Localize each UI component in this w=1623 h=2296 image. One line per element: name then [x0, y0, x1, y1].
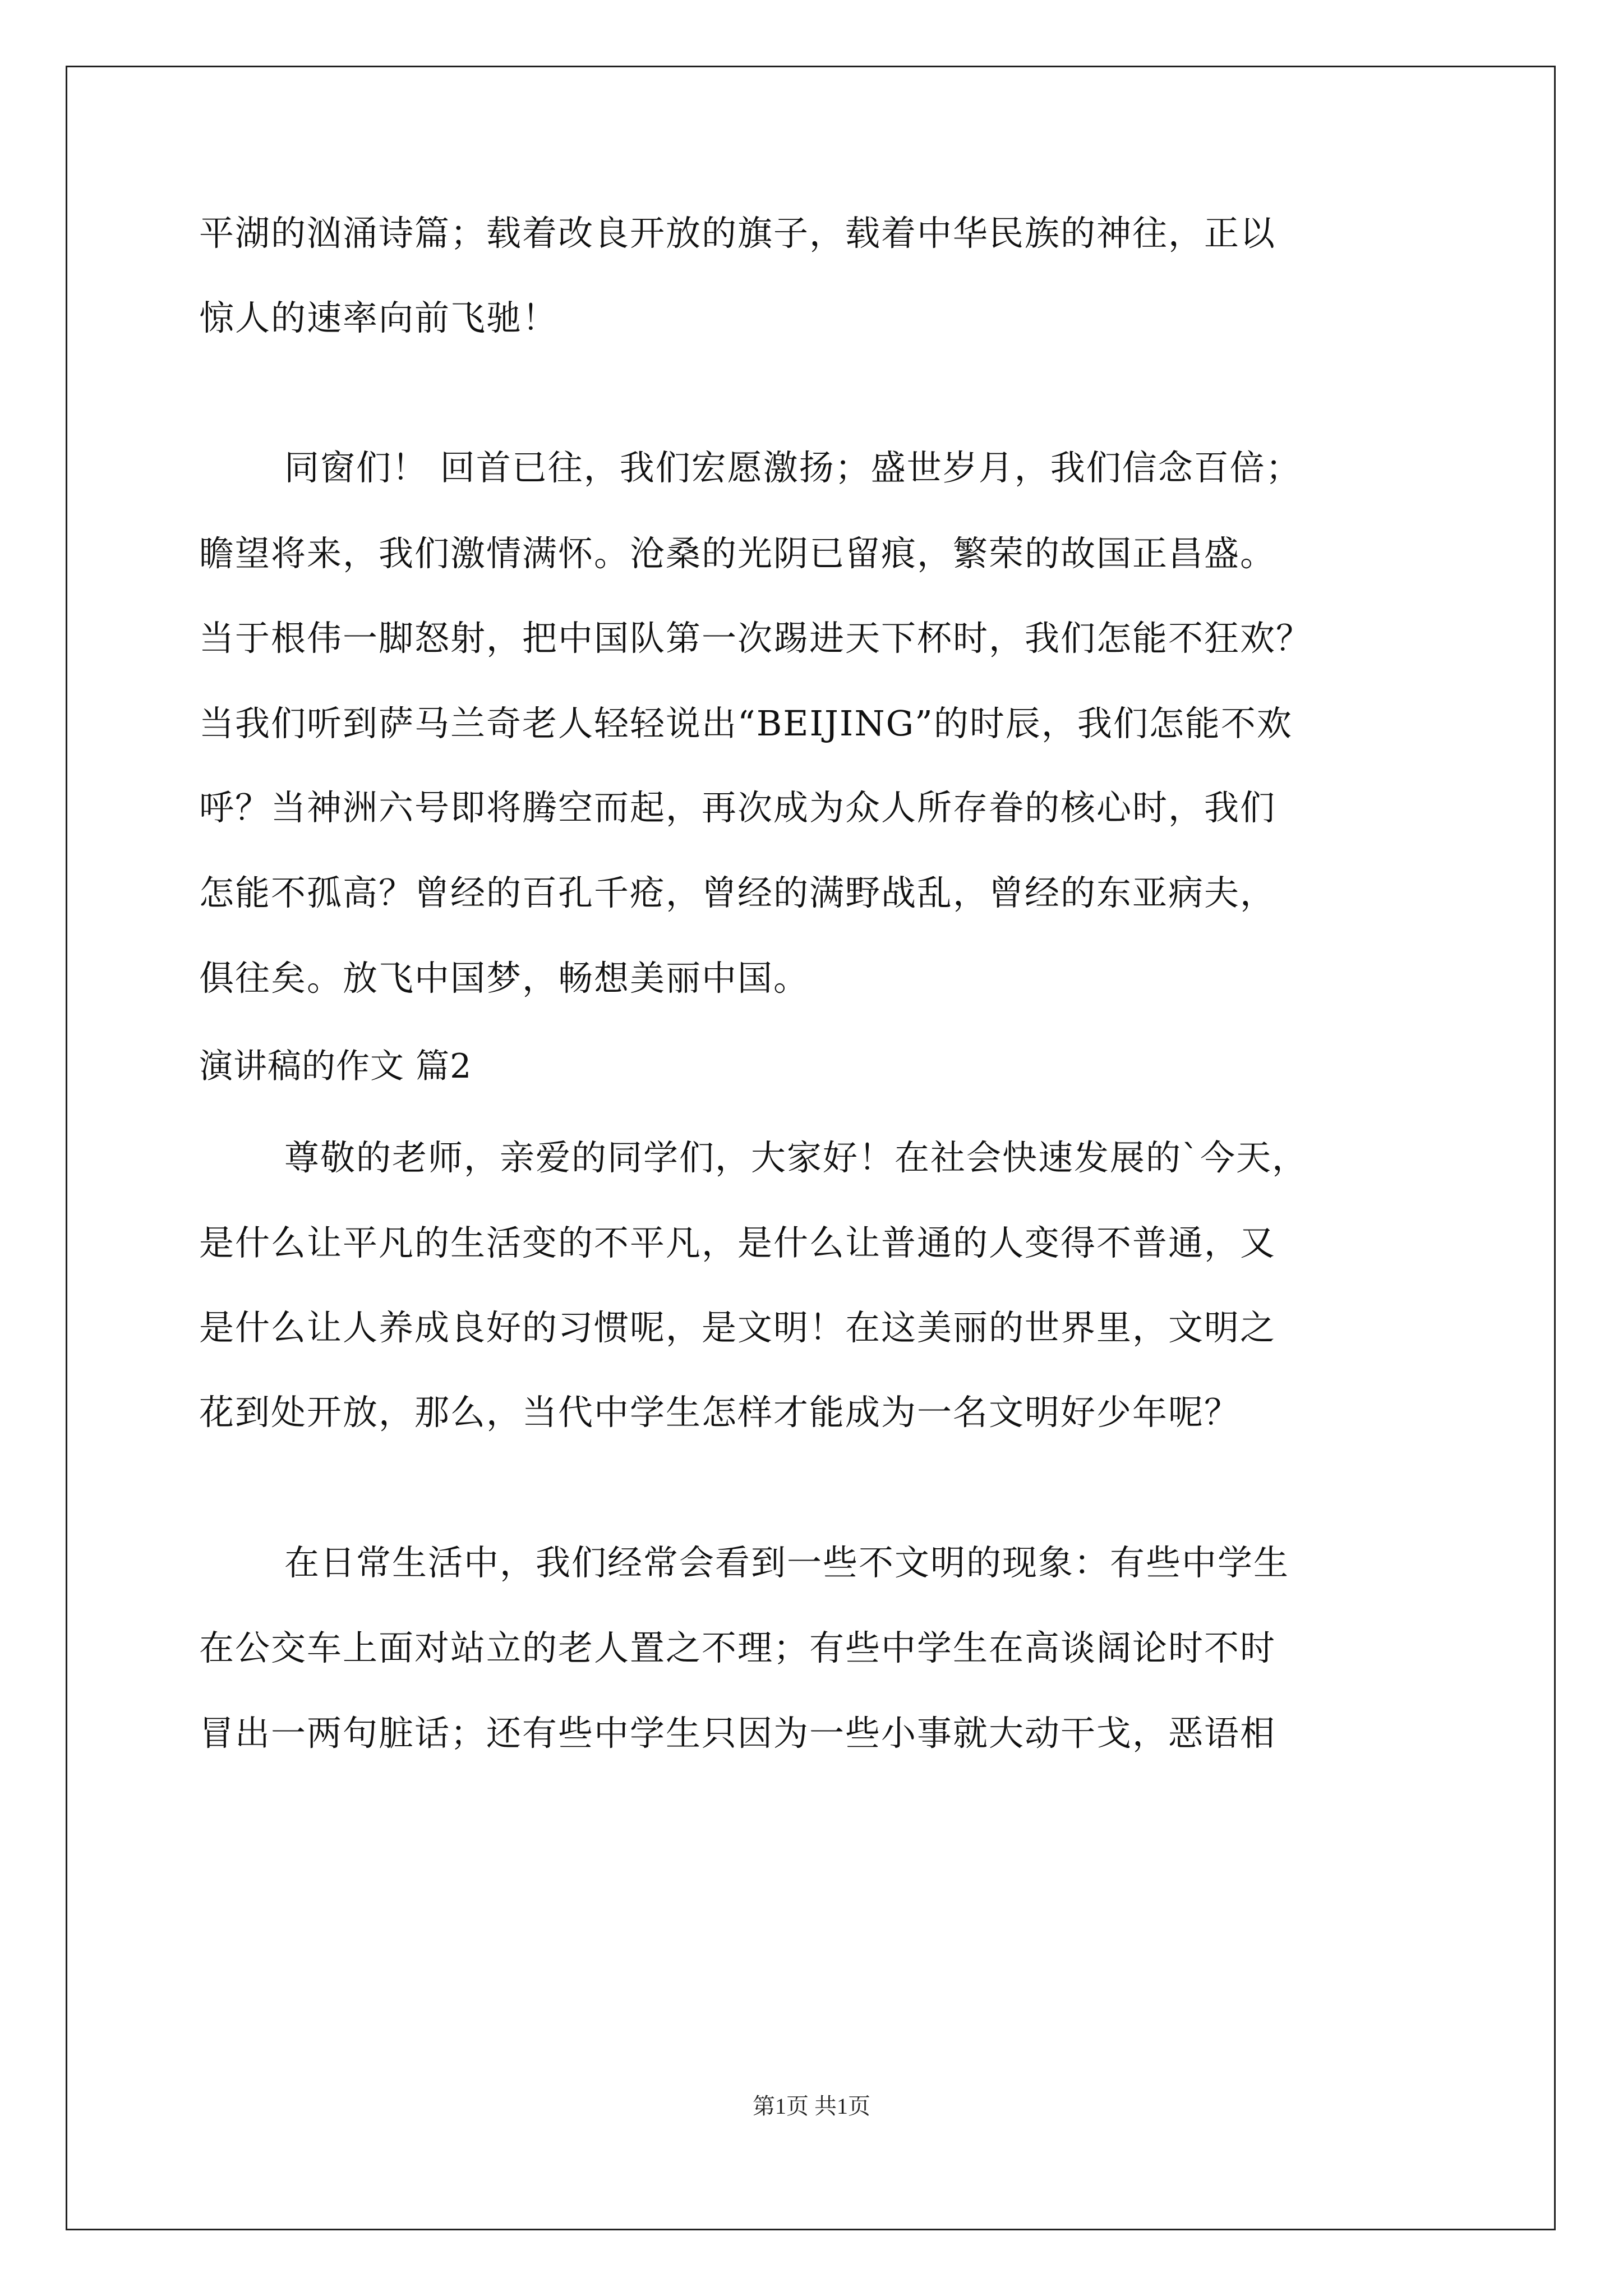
paragraph-line: 是什么让平凡的生活变的不平凡，是什么让普通的人变得不普通，又 — [199, 1222, 1276, 1263]
paragraph-line: 同窗们！ 回首已往，我们宏愿激扬；盛世岁月，我们信念百倍； — [284, 447, 1302, 488]
section-heading: 演讲稿的作文 篇2 — [199, 1047, 472, 1086]
paragraph-line: 尊敬的老师，亲爱的同学们，大家好！在社会快速发展的`今天， — [284, 1137, 1308, 1178]
paragraph-line: 在公交车上面对站立的老人置之不理；有些中学生在高谈阔论时不时 — [199, 1627, 1276, 1668]
paragraph-line: 怎能不孤高？曾经的百孔千疮，曾经的满野战乱，曾经的东亚病夫， — [199, 872, 1276, 913]
paragraph-line: 当我们听到萨马兰奇老人轻轻说出“BEIJING”的时辰，我们怎能不欢 — [199, 703, 1293, 744]
paragraph-line: 冒出一两句脏话；还有些中学生只因为一些小事就大动干戈，恶语相 — [199, 1713, 1276, 1754]
paragraph-line: 惊人的速率向前飞驰！ — [199, 297, 559, 338]
paragraph-line: 花到处开放，那么，当代中学生怎样才能成为一名文明好少年呢？ — [199, 1392, 1241, 1433]
paragraph-line: 当于根伟一脚怒射，把中国队第一次踢进天下杯时，我们怎能不狂欢？ — [199, 618, 1312, 659]
page-number-footer: 第1页 共1页 — [753, 2093, 870, 2119]
paragraph-line: 呼？当神洲六号即将腾空而起，再次成为众人所存眷的核心时，我们 — [199, 787, 1276, 828]
paragraph-line: 平湖的汹涌诗篇；载着改良开放的旗子，载着中华民族的神往，正以 — [199, 213, 1276, 254]
paragraph-line: 在日常生活中，我们经常会看到一些不文明的现象：有些中学生 — [284, 1542, 1290, 1583]
paragraph-line: 瞻望将来，我们激情满怀。沧桑的光阴已留痕，繁荣的故国正昌盛。 — [199, 533, 1276, 574]
paragraph-line: 俱往矣。放飞中国梦，畅想美丽中国。 — [199, 958, 810, 999]
paragraph-line: 是什么让人养成良好的习惯呢，是文明！在这美丽的世界里，文明之 — [199, 1307, 1276, 1348]
